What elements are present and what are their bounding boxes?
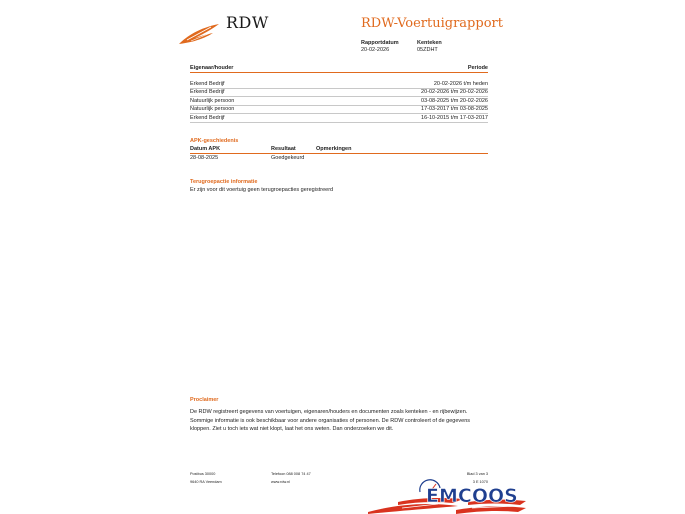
footer-code: 3 E 1070 (472, 480, 488, 484)
owner-name: Natuurlijk persoon (190, 106, 235, 112)
disclaimer-line: De RDW registreert gegevens van voertuigen, eigenaren/houders en documenten zoals kenteken - en rijbewijzen. (190, 409, 468, 415)
watermark-text: EMCOOS (426, 485, 518, 507)
rdw-logo-icon (177, 22, 221, 46)
owner-name: Erkend Bedrijf (190, 115, 225, 121)
rapportdatum-value: 20-02-2026 (361, 47, 390, 53)
disclaimer-title: Proclaimer (190, 397, 219, 403)
owner-period: 03-08-2025 t/m 20-02-2026 (421, 98, 488, 104)
owner-row (190, 105, 488, 114)
owner-column-header: Eigenaar/houder (190, 65, 234, 71)
footer-page-number: Blad 3 van 3 (466, 472, 488, 476)
disclaimer-line: Sommige informatie is ook beschikbaar voor andere organisaties of personen. De RDW controleert of de gegevens (190, 417, 471, 424)
owner-row (190, 114, 488, 123)
disclaimer-line: kloppen. Ziet u toch iets wat niet klopt, laat het ons weten. Dan onderzoeken we dit. (190, 426, 394, 432)
owners-header-rule (190, 72, 488, 73)
apk-remarks-header: Opmerkingen (316, 146, 352, 152)
rapportdatum-label: Rapportdatum (361, 40, 399, 46)
period-column-header: Periode (467, 65, 488, 71)
apk-date: 28-08-2025 (190, 155, 219, 161)
owner-period: 17-03-2017 t/m 03-08-2025 (421, 106, 488, 112)
owner-name: Erkend Bedrijf (190, 81, 225, 87)
owner-period: 20-02-2026 t/m 20-02-2026 (421, 89, 488, 95)
recall-section-title: Terugroepactie informatie (190, 179, 258, 185)
footer-city: 9640 RA Veendam (190, 480, 222, 484)
footer-postbus: Postbus 30000 (190, 472, 216, 476)
owner-period: 16-10-2015 t/m 17-03-2017 (421, 115, 488, 121)
apk-section-title: APK-geschiedenis (190, 138, 239, 144)
owner-row (190, 88, 488, 97)
brand-name: RDW (226, 13, 269, 32)
owner-period: 20-02-2026 t/m heden (433, 81, 488, 87)
apk-header-rule (190, 153, 488, 154)
emcoos-watermark-logo (368, 472, 528, 514)
document-title: RDW-Voertuigrapport (361, 16, 503, 31)
apk-date-header: Datum APK (190, 146, 221, 152)
owner-name: Erkend Bedrijf (190, 89, 225, 95)
disclaimer-text (190, 408, 490, 434)
apk-result-header: Resultaat (271, 146, 296, 152)
footer-phone: Telefoon 088 008 74 47 (271, 472, 311, 476)
kenteken-label: Kenteken (417, 40, 442, 46)
kenteken-value: 05ZDHT (417, 47, 438, 53)
recall-text: Er zijn voor dit voertuig geen terugroepacties geregistreerd (190, 187, 334, 193)
apk-result: Goedgekeurd (271, 155, 305, 161)
footer-website: www.rdw.nl (271, 480, 290, 484)
owner-name: Natuurlijk persoon (190, 98, 235, 104)
